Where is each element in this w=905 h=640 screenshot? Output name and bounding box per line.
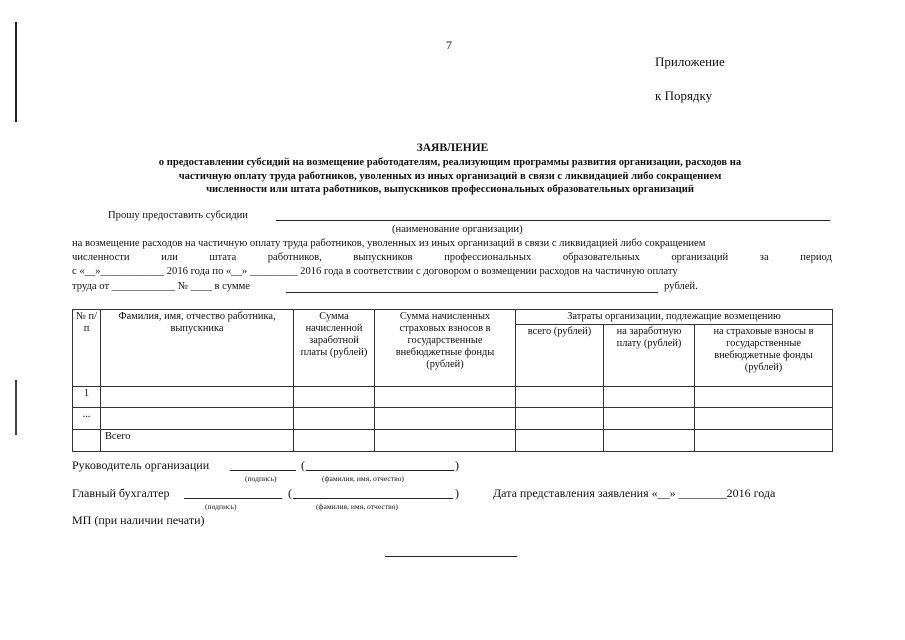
table-cell[interactable] <box>294 386 375 407</box>
word: образовательных <box>562 252 640 263</box>
submission-date-label: Дата представления заявления «__» ________2016 года <box>493 486 776 500</box>
scan-margin-mark <box>15 22 17 122</box>
subtitle-line: численности или штата работников, выпускников профессиональных образовательных организаций <box>206 184 694 196</box>
table-cell[interactable] <box>695 408 833 429</box>
word: штата <box>209 252 237 263</box>
head-signature-label: Руководитель организации <box>72 458 210 472</box>
document-subtitle <box>90 156 810 197</box>
word: выпускников <box>353 252 413 263</box>
request-period-line: с «__»____________ 2016 года по «__» _________ 2016 года в соответствии с договором о возмещении расходов на частичную оплату <box>72 266 678 277</box>
table-row <box>73 408 833 429</box>
head-name-field[interactable] <box>306 470 454 471</box>
table-cell[interactable] <box>516 408 604 429</box>
name-caption: (фамилия, имя, отчество) <box>322 474 404 483</box>
close-paren: ) <box>455 486 459 500</box>
open-paren: ( <box>288 486 292 500</box>
request-paragraph-line: на возмещение расходов на частичную оплату труда работников, уволенных из иных организаций в связи с ликвидацией либо сокращением <box>72 238 706 249</box>
subtitle-line: о предоставлении субсидий на возмещение работодателям, реализующим программы развития организации, расходов на <box>158 157 742 168</box>
row-number: 1 <box>73 386 101 407</box>
total-label: Всего <box>101 429 294 452</box>
header-salary: Сумма начисленной заработной платы (рублей) <box>294 310 375 387</box>
header-contributions: Сумма начисленных страховых взносов в государственные внебюджетные фонды (рублей) <box>375 310 516 387</box>
table-cell[interactable] <box>695 429 833 452</box>
request-lead: Прошу предоставить субсидии <box>108 210 248 221</box>
word: организаций <box>671 252 729 263</box>
word: или <box>161 252 178 263</box>
word: профессиональных <box>444 252 532 263</box>
scan-margin-mark <box>15 380 17 435</box>
amount-field[interactable] <box>286 292 658 293</box>
appendix-reference: к Порядку <box>655 88 713 103</box>
header-costs-total: всего (рублей) <box>516 325 604 386</box>
table-cell[interactable] <box>695 386 833 407</box>
word: численности <box>72 252 130 263</box>
employees-table <box>72 309 833 452</box>
table-total-row <box>73 429 833 452</box>
organization-name-field[interactable] <box>276 220 830 221</box>
open-paren: ( <box>301 458 305 472</box>
signature-caption: (подпись) <box>205 502 237 511</box>
name-caption: (фамилия, имя, отчество) <box>316 502 398 511</box>
table-cell[interactable] <box>375 429 516 452</box>
request-contract-line: труда от ____________ № ____ в сумме <box>72 281 251 292</box>
word: за <box>759 252 769 263</box>
table-row <box>73 386 833 407</box>
word: работников, <box>267 252 322 263</box>
request-paragraph-line <box>72 251 832 265</box>
table-cell[interactable] <box>604 429 695 452</box>
table-cell[interactable] <box>294 408 375 429</box>
currency-label: рублей. <box>664 281 698 292</box>
signature-caption: (подпись) <box>245 474 277 483</box>
row-number: ... <box>73 408 101 429</box>
header-full-name: Фамилия, имя, отчество работника, выпускника <box>101 310 294 387</box>
appendix-label: Приложение <box>655 54 725 69</box>
word: период <box>800 252 832 263</box>
table-cell[interactable] <box>375 408 516 429</box>
document-title: ЗАЯВЛЕНИЕ <box>416 142 489 154</box>
organization-caption: (наименование организации) <box>392 224 523 235</box>
page-number: 7 <box>446 38 452 52</box>
table-cell[interactable] <box>516 386 604 407</box>
header-costs: Затраты организации, подлежащие возмещению <box>516 310 833 325</box>
close-paren: ) <box>455 458 459 472</box>
chief-signature-field[interactable] <box>184 498 282 499</box>
table-cell[interactable] <box>516 429 604 452</box>
table-cell[interactable] <box>604 408 695 429</box>
end-separator <box>385 556 517 557</box>
stamp-label: МП (при наличии печати) <box>72 513 205 527</box>
header-costs-insurance: на страховые взносы в государственные внебюджетные фонды (рублей) <box>695 325 833 386</box>
header-number: № п/п <box>73 310 101 387</box>
table-cell <box>73 429 101 452</box>
table-cell[interactable] <box>375 386 516 407</box>
table-cell[interactable] <box>294 429 375 452</box>
head-signature-field[interactable] <box>230 470 296 471</box>
table-cell[interactable] <box>101 386 294 407</box>
chief-name-field[interactable] <box>293 498 453 499</box>
chief-accountant-label: Главный бухгалтер <box>72 486 170 500</box>
table-cell[interactable] <box>101 408 294 429</box>
subtitle-line: частичную оплату труда работников, уволенных из иных организаций в связи с ликвидацией либо сокращением <box>178 170 722 182</box>
header-costs-wage: на заработную плату (рублей) <box>604 325 695 386</box>
table-cell[interactable] <box>604 386 695 407</box>
